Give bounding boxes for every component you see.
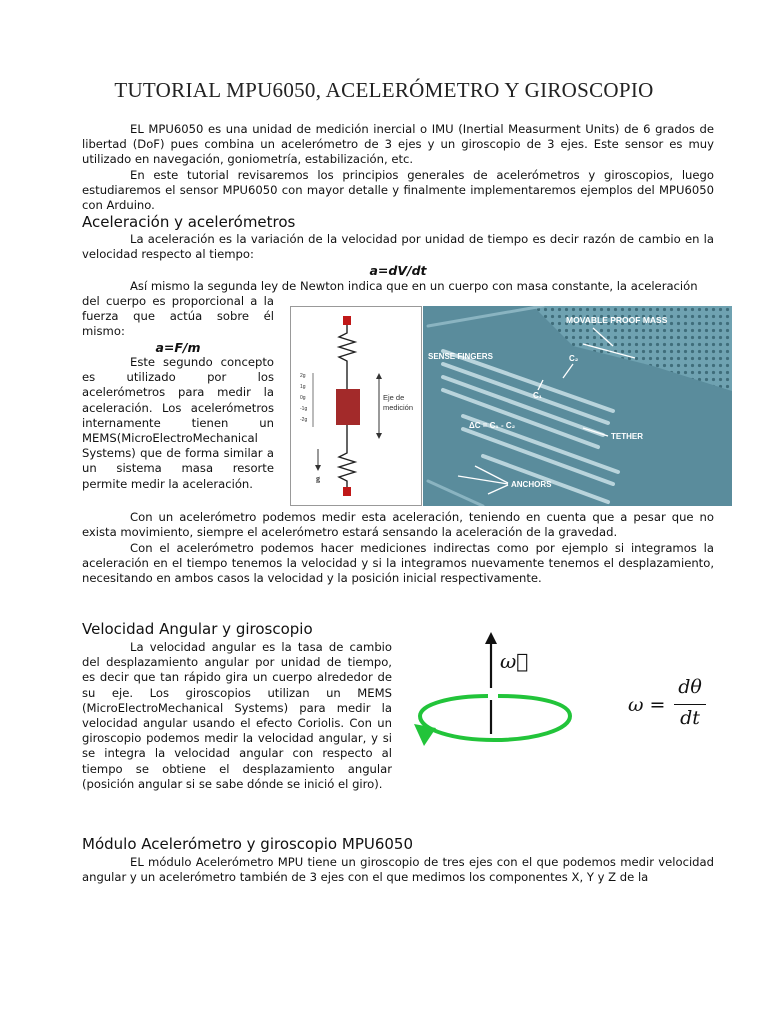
bottom-spring <box>339 425 355 487</box>
equation-numerator: dθ <box>678 676 702 698</box>
newton-paragraph-line: Así mismo la segunda ley de Newton indica que en un cuerpo con masa constante, la aceleración <box>130 279 698 293</box>
acceleration-definition: La aceleración es la variación de la velocidad por unidad de tiempo es decir razón de cambio en la velocidad respecto al tiempo: <box>82 232 714 262</box>
bottom-anchor <box>343 487 351 496</box>
label-c1: C₁ <box>533 391 543 400</box>
module-paragraph: EL módulo Acelerómetro MPU tiene un giroscopio de tres ejes con el que podemos medir velocidad angular y un acelerómetro también de 3 ejes con el que medimos los componentes X, Y y Z de la <box>82 855 714 885</box>
scale-label: -2g <box>300 417 308 423</box>
intro-paragraph-2: En este tutorial revisaremos los principios generales de acelerómetros y giroscopios, luego estudiaremos el sensor MPU6050 con mayor detalle y finalmente implementaremos ejemplos del MPU6050 con Arduino. <box>82 168 714 213</box>
formula-acceleration: a=dV/dt <box>369 263 427 278</box>
accelerometer-mems-paragraph: Este segundo concepto es utilizado por los acelerómetros para medir la aceleración. Los acelerómetros internamente tienen un MEMS(MicroElectroMechanical Systems) que de forma similar a un sistema masa resorte permite medir la aceleración. <box>82 355 274 491</box>
rotation-diagram <box>412 630 582 750</box>
integration-paragraph: Con el acelerómetro podemos hacer mediciones indirectas como por ejemplo si integramos la aceleración en el tiempo tenemos la velocidad y si la integramos nuevamente tenemos el desplazamiento, necesitando en ambos casos la velocidad y la posición inicial respectivamente. <box>82 541 714 586</box>
top-anchor <box>343 316 351 325</box>
equation-denominator: dt <box>680 707 700 729</box>
section-heading-acceleration: Aceleración y acelerómetros <box>82 213 296 231</box>
scale-label: 0g <box>300 395 306 401</box>
gravity-label: g <box>316 474 320 483</box>
mems-diagram <box>423 306 732 506</box>
spring-mass-figure <box>290 306 422 506</box>
gravity-arrow-head <box>315 465 321 471</box>
axis-arrow-down <box>376 433 382 439</box>
axis-arrow-up <box>376 373 382 379</box>
gravity-paragraph: Con un acelerómetro podemos medir esta aceleración, teniendo en cuenta que a pesar que no exista movimiento, siempre el acelerómetro estará sensando la aceleración de la gravedad. <box>82 510 714 540</box>
label-tether: TETHER <box>611 432 643 441</box>
rotation-figure <box>412 630 582 750</box>
section-heading-module: Módulo Acelerómetro y giroscopio MPU6050 <box>82 835 414 853</box>
omega-vector-label: ω⃗ <box>500 649 529 673</box>
equation-lhs: ω = <box>628 694 666 716</box>
section-heading-gyroscope: Velocidad Angular y giroscopio <box>82 620 313 638</box>
scale-label: 1g <box>300 384 306 390</box>
label-delta-c: ΔC = C₁ - C₂ <box>469 421 516 430</box>
mems-figure <box>423 306 732 506</box>
axis-label-2: medición <box>383 403 414 412</box>
label-c2: C₂ <box>569 354 579 363</box>
label-anchors: ANCHORS <box>511 480 552 489</box>
gyroscope-paragraph: La velocidad angular es la tasa de cambio del desplazamiento angular por unidad de tiempo, es decir que tan rápido gira un cuerpo alrededor de su eje. Los giroscopios utilizan un MEMS (MicroElectroMechanical Systems) para medir la velocidad angular usando el efecto Coriolis. Con un giroscopio podemos medir la velocidad angular, y si se integra la velocidad angular con respecto al tiempo se obtiene el desplazamiento angular (posición angular si se sabe dónde se inició el giro). <box>82 640 392 791</box>
fraction-bar <box>674 704 706 705</box>
rotation-arrow-head <box>414 724 436 746</box>
newton-paragraph-rest: del cuerpo es proporcional a la fuerza que actúa sobre él mismo: <box>82 294 274 339</box>
rotation-arc <box>420 696 570 740</box>
proof-mass <box>336 389 360 425</box>
spring-mass-diagram <box>291 307 421 505</box>
page-title: TUTORIAL MPU6050, ACELERÓMETRO Y GIROSCOPIO <box>114 78 654 102</box>
label-proof-mass: MOVABLE PROOF MASS <box>566 315 668 325</box>
formula-newton: a=F/m <box>155 340 201 355</box>
axis-label-1: Eje de <box>383 393 405 402</box>
label-sense-fingers: SENSE FINGERS <box>428 352 493 361</box>
top-spring <box>339 325 355 389</box>
scale-label: -1g <box>300 406 308 412</box>
omega-arrow-head <box>485 632 497 644</box>
scale-label: 2g <box>300 373 306 379</box>
intro-paragraph-1: EL MPU6050 es una unidad de medición inercial o IMU (Inertial Measurment Units) de 6 grados de libertad (DoF) pues combina un acelerómetro de 3 ejes y un giroscopio de 3 ejes. Este sensor es muy utilizado en navegación, goniometría, estabilización, etc. <box>82 122 714 167</box>
